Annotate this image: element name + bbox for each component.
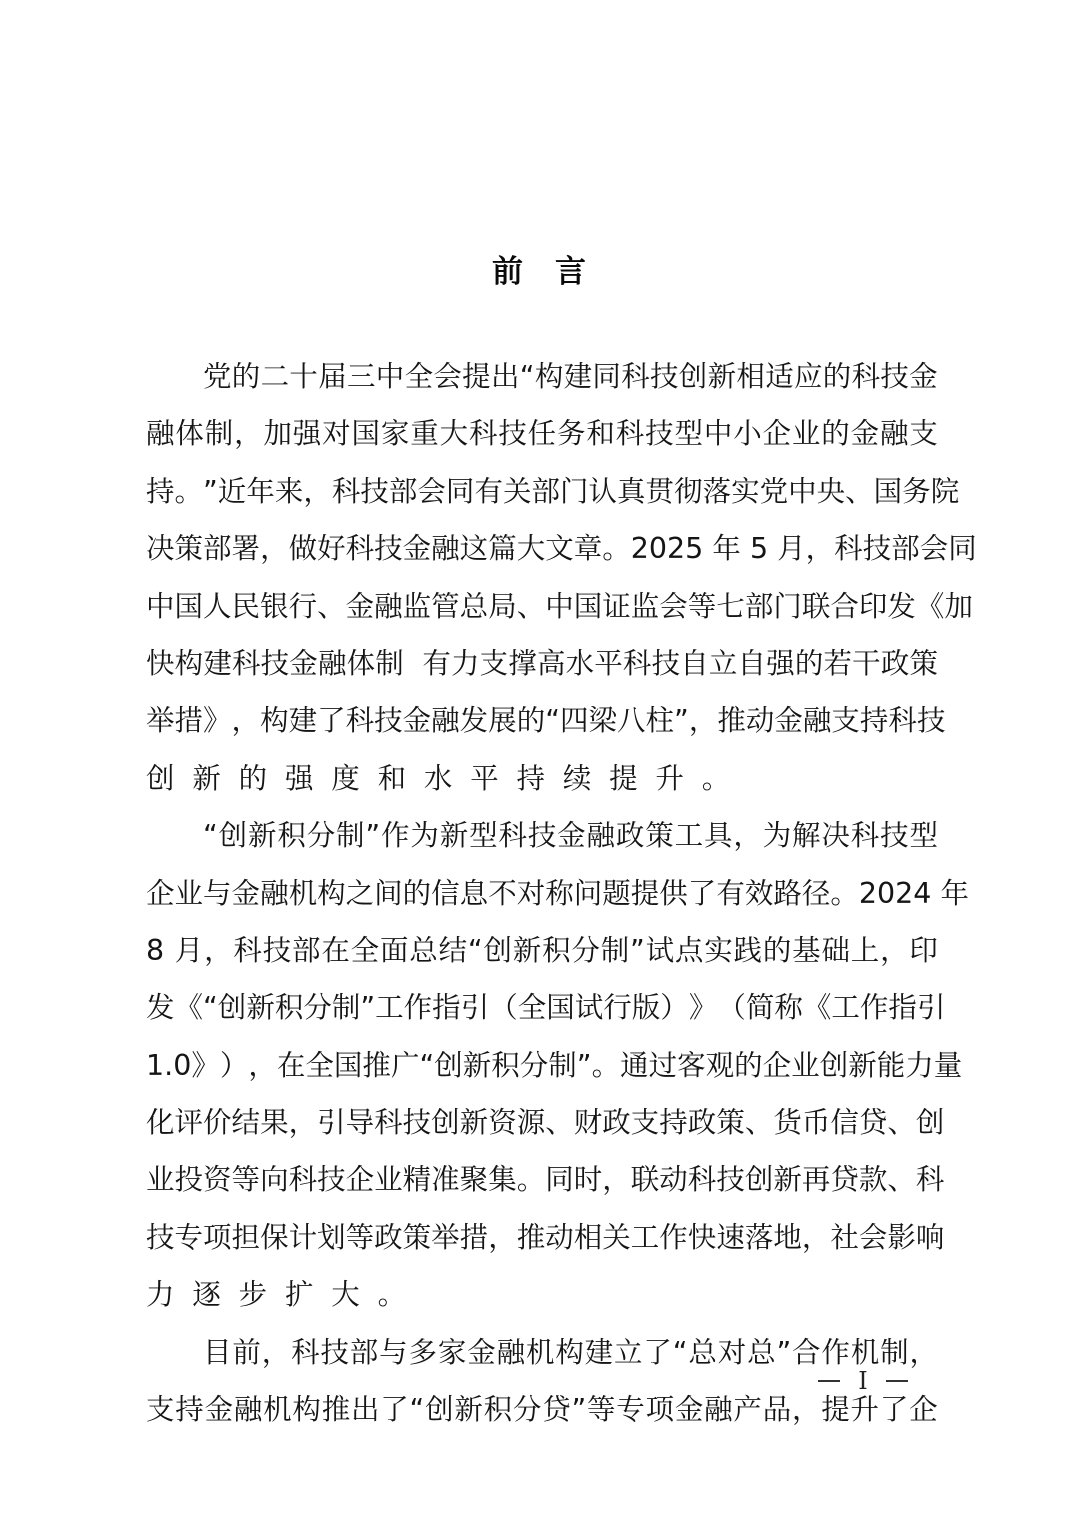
body-text <box>146 357 977 1447</box>
page-number-value: I <box>858 1367 868 1395</box>
text-line: 化 评 价 结 果 ， 引 导 科 技 创 新 资 源 、 财 政 支 持 政 策 、 货 币 信 贷 、 创 <box>146 1106 945 1140</box>
text-line: 发 《 “ 创 新 积 分 制 ” 工 作 指 引 （ 全 国 试 行 版 ） 》 （ 简 称 《 工 作 指 引 <box>146 991 946 1025</box>
text-line: 1.0 》 ） ， 在 全 国 推 广 “ 创 新 积 分 制 ” 。 通 过 客 观 的 企 业 创 新 能 力 量 <box>146 1048 963 1082</box>
text-line: 快 构 建 科 技 金 融 体 制 有 力 支 撑 高 水 平 科 技 自 立 自 强 的 若 干 政 策 <box>146 646 938 680</box>
title-char-1: 前 <box>492 254 525 290</box>
text-line: 举 措 》 ， 构 建 了 科 技 金 融 发 展 的 “ 四 梁 八 柱 ” ， 推 动 金 融 支 持 科 技 <box>146 704 946 738</box>
text-line: 决 策 部 署 ， 做 好 科 技 金 融 这 篇 大 文 章 。 2025 年 5 月 ， 科 技 部 会 同 <box>146 532 977 566</box>
text-line: 业 投 资 等 向 科 技 企 业 精 准 聚 集 。 同 时 ， 联 动 科 技 创 新 再 贷 款 、 科 <box>146 1163 945 1197</box>
text-line: 创 新 的 强 度 和 水 平 持 续 提 升 。 <box>146 761 731 795</box>
text-line: “ 创 新 积 分 制 ” 作 为 新 型 科 技 金 融 政 策 工 具 ， 为 解 决 科 技 型 <box>203 819 938 853</box>
text-line: 持 。 ” 近 年 来 ， 科 技 部 会 同 有 关 部 门 认 真 贯 彻 落 实 党 中 央 、 国 务 院 <box>146 474 960 508</box>
text-line: 支 持 金 融 机 构 推 出 了 “ 创 新 积 分 贷 ” 等 专 项 金 融 产 品 ， 提 升 了 企 <box>146 1393 938 1427</box>
text-line: 力 逐 步 扩 大 。 <box>146 1278 407 1312</box>
text-line: 目 前 ， 科 技 部 与 多 家 金 融 机 构 建 立 了 “ 总 对 总 ” 合 作 机 制 ， <box>203 1335 938 1369</box>
text-line: 党 的 二 十 届 三 中 全 会 提 出 “ 构 建 同 科 技 创 新 相 适 应 的 科 技 金 <box>203 360 938 393</box>
page-title <box>0 252 1080 292</box>
text-line: 技 专 项 担 保 计 划 等 政 策 举 措 ， 推 动 相 关 工 作 快 速 落 地 ， 社 会 影 响 <box>146 1220 945 1254</box>
text-line: 融 体 制 ， 加 强 对 国 家 重 大 科 技 任 务 和 科 技 型 中 小 企 业 的 金 融 支 <box>146 417 938 451</box>
text-line: 企 业 与 金 融 机 构 之 间 的 信 息 不 对 称 问 题 提 供 了 有 效 路 径 。 2024 年 <box>146 876 969 910</box>
text-line: 8 月 ， 科 技 部 在 全 面 总 结 “ 创 新 积 分 制 ” 试 点 实 践 的 基 础 上 ， 印 <box>146 933 938 967</box>
page-number-dash-right <box>886 1380 908 1382</box>
title-char-2: 言 <box>555 254 588 290</box>
text-line: 中 国 人 民 银 行 、 金 融 监 管 总 局 、 中 国 证 监 会 等 七 部 门 联 合 印 发 《 加 <box>146 589 973 623</box>
page-number <box>818 1366 908 1396</box>
page-number-dash-left <box>818 1380 840 1382</box>
